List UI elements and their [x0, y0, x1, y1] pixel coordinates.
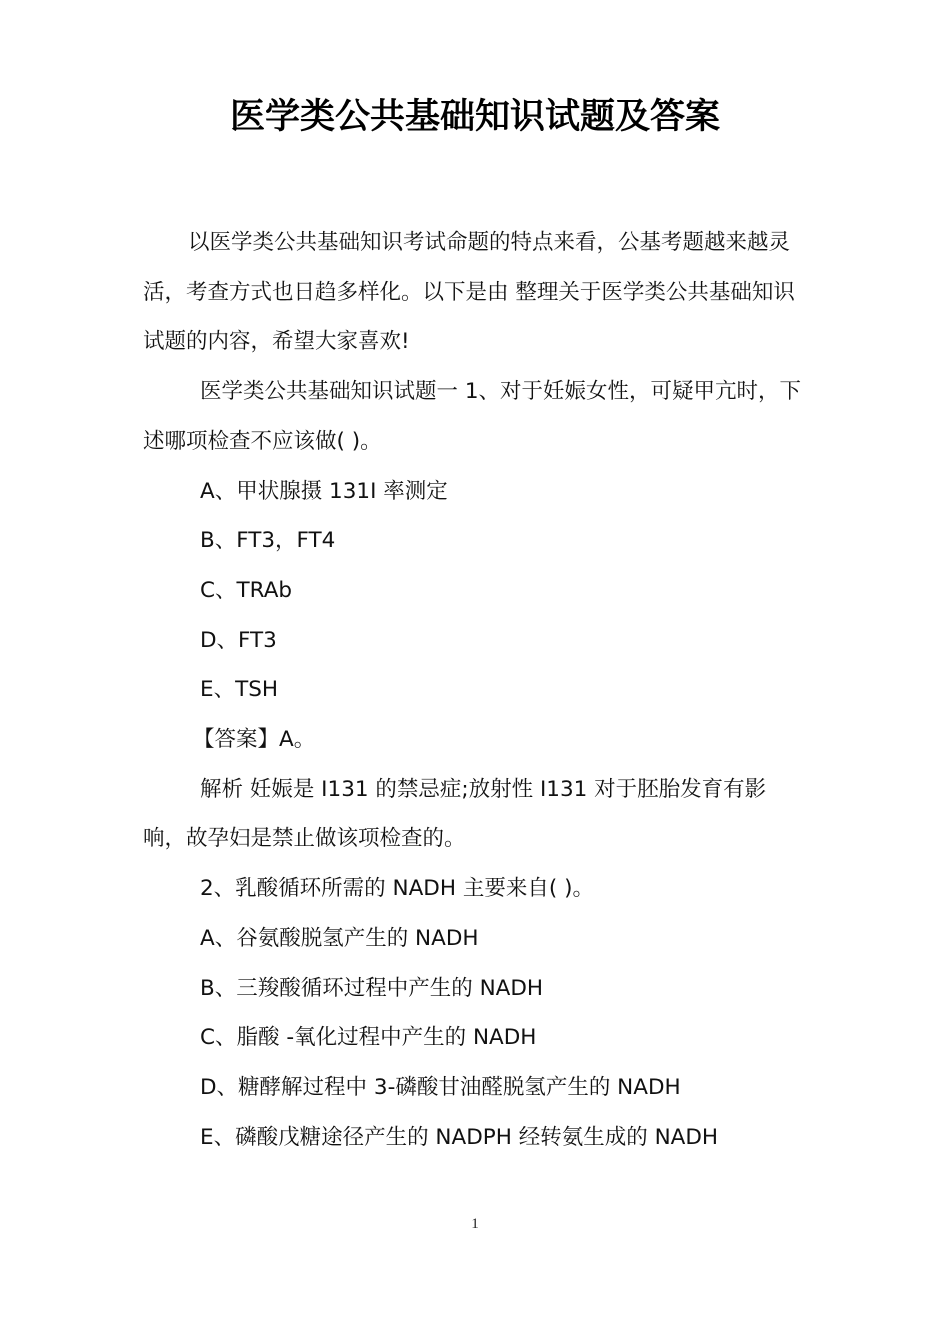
q1-answer: 【答案】A。	[193, 727, 316, 753]
q2-option-b: B、三羧酸循环过程中产生的 NADH	[200, 975, 544, 1001]
q2-option-e: E、磷酸戊糖途径产生的 NADPH 经转氨生成的 NADH	[200, 1124, 719, 1150]
q1-option-c: C、TRAb	[200, 577, 293, 603]
question-1-text: 医学类公共基础知识试题一 1、对于妊娠女性，可疑甲亢时，下述哪项检查不应该做( )。	[143, 379, 802, 454]
q1-option-d: D、FT3	[200, 627, 277, 653]
document-title: 医学类公共基础知识试题及答案	[229, 97, 720, 137]
q1-option-b: B、FT3，FT4	[200, 528, 336, 554]
question-2-text: 2、乳酸循环所需的 NADH 主要来自( )。	[200, 876, 594, 902]
intro-paragraph: 以医学类公共基础知识考试命题的特点来看，公基考题越来越灵活，考查方式也日趋多样化。以下是由 整理关于医学类公共基础知识试题的内容，希望大家喜欢!	[143, 230, 795, 355]
document-body	[143, 218, 809, 1162]
q2-option-c: C、脂酸 -氧化过程中产生的 NADH	[200, 1025, 537, 1051]
q1-analysis: 解析 妊娠是 I131 的禁忌症;放射性 I131 对于胚胎发育有影响，故孕妇是禁止做该项检查的。	[143, 776, 767, 852]
q2-option-a: A、谷氨酸脱氢产生的 NADH	[200, 925, 479, 951]
q1-option-a: A、甲状腺摄 131I 率测定	[200, 478, 448, 504]
page-number: 1	[471, 1216, 479, 1232]
q1-option-e: E、TSH	[200, 677, 279, 703]
q2-option-d: D、糖酵解过程中 3-磷酸甘油醛脱氢产生的 NADH	[200, 1074, 681, 1100]
